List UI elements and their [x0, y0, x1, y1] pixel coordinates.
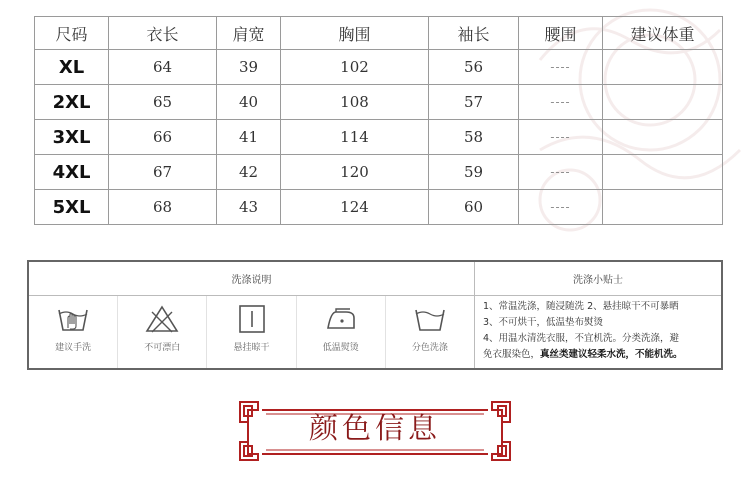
care-label: 低温熨烫: [322, 343, 359, 353]
hand-wash-icon: [56, 304, 90, 334]
care-label: 分色洗涤: [411, 343, 448, 353]
weight-cell: [603, 190, 723, 225]
care-label: 不可漂白: [144, 343, 181, 353]
chest-cell: 124: [281, 190, 429, 225]
washing-tips-section: [475, 262, 721, 368]
hang-dry-icon: [235, 304, 269, 334]
table-row: [35, 50, 723, 85]
shoulder-cell: 42: [217, 155, 281, 190]
length-cell: 68: [109, 190, 217, 225]
size-cell: 4XL: [35, 155, 109, 190]
waist-cell: ----: [519, 50, 603, 85]
tip-line: [483, 347, 713, 363]
tip-emphasis: 真丝类建议轻柔水洗，不能机洗。: [540, 349, 683, 360]
header-weight: 建议体重: [603, 17, 723, 50]
table-row: [35, 120, 723, 155]
sleeve-cell: 58: [429, 120, 519, 155]
low-iron-icon: [324, 304, 358, 334]
chest-cell: 114: [281, 120, 429, 155]
tip-text: 免衣服染色，: [483, 349, 541, 360]
table-row: [35, 190, 723, 225]
chest-cell: 120: [281, 155, 429, 190]
care-icons-row: [29, 296, 474, 368]
size-cell: 5XL: [35, 190, 109, 225]
shoulder-cell: 41: [217, 120, 281, 155]
header-shoulder: 肩宽: [217, 17, 281, 50]
header-sleeve: 袖长: [429, 17, 519, 50]
sleeve-cell: 56: [429, 50, 519, 85]
shoulder-cell: 40: [217, 85, 281, 120]
size-cell: XL: [35, 50, 109, 85]
table-row: [35, 155, 723, 190]
tip-line: 1、常温洗涤，随浸随洗 2、悬挂晾干不可暴晒: [483, 301, 679, 312]
care-label: 建议手洗: [55, 343, 92, 353]
weight-cell: [603, 85, 723, 120]
size-table: [34, 16, 723, 225]
sleeve-cell: 60: [429, 190, 519, 225]
header-length: 衣长: [109, 17, 217, 50]
care-item-hand-wash: [29, 296, 118, 368]
chest-cell: 108: [281, 85, 429, 120]
color-info-banner: [236, 398, 514, 464]
no-bleach-icon: [145, 304, 179, 334]
chest-cell: 102: [281, 50, 429, 85]
care-label: 悬挂晾干: [233, 343, 270, 353]
size-cell: 2XL: [35, 85, 109, 120]
care-item-no-bleach: [118, 296, 207, 368]
washing-tips-text: [475, 296, 721, 363]
size-table-header-row: [35, 17, 723, 50]
washing-instructions-panel: [27, 260, 723, 370]
shoulder-cell: 43: [217, 190, 281, 225]
size-cell: 3XL: [35, 120, 109, 155]
waist-cell: ----: [519, 190, 603, 225]
waist-cell: ----: [519, 85, 603, 120]
header-chest: 胸围: [281, 17, 429, 50]
table-row: [35, 85, 723, 120]
sleeve-cell: 57: [429, 85, 519, 120]
washing-instructions-section: [29, 262, 475, 368]
weight-cell: [603, 120, 723, 155]
tip-line: 3、不可烘干，低温垫布熨烫: [483, 317, 604, 328]
color-info-title: 颜色信息: [308, 411, 441, 445]
length-cell: 65: [109, 85, 217, 120]
weight-cell: [603, 155, 723, 190]
header-size: 尺码: [35, 17, 109, 50]
sleeve-cell: 59: [429, 155, 519, 190]
care-item-separate-wash: [386, 296, 474, 368]
waist-cell: ----: [519, 120, 603, 155]
care-item-hang-dry: [207, 296, 296, 368]
length-cell: 67: [109, 155, 217, 190]
length-cell: 64: [109, 50, 217, 85]
shoulder-cell: 39: [217, 50, 281, 85]
separate-wash-icon: [413, 304, 447, 334]
length-cell: 66: [109, 120, 217, 155]
weight-cell: [603, 50, 723, 85]
care-item-low-iron: [297, 296, 386, 368]
washing-instructions-title: 洗涤说明: [29, 262, 474, 296]
tip-line: 4、用温水清洗衣服，不宜机洗。分类洗涤，避: [483, 333, 680, 344]
header-waist: 腰围: [519, 17, 603, 50]
waist-cell: ----: [519, 155, 603, 190]
washing-tips-title: 洗涤小贴士: [475, 262, 721, 296]
